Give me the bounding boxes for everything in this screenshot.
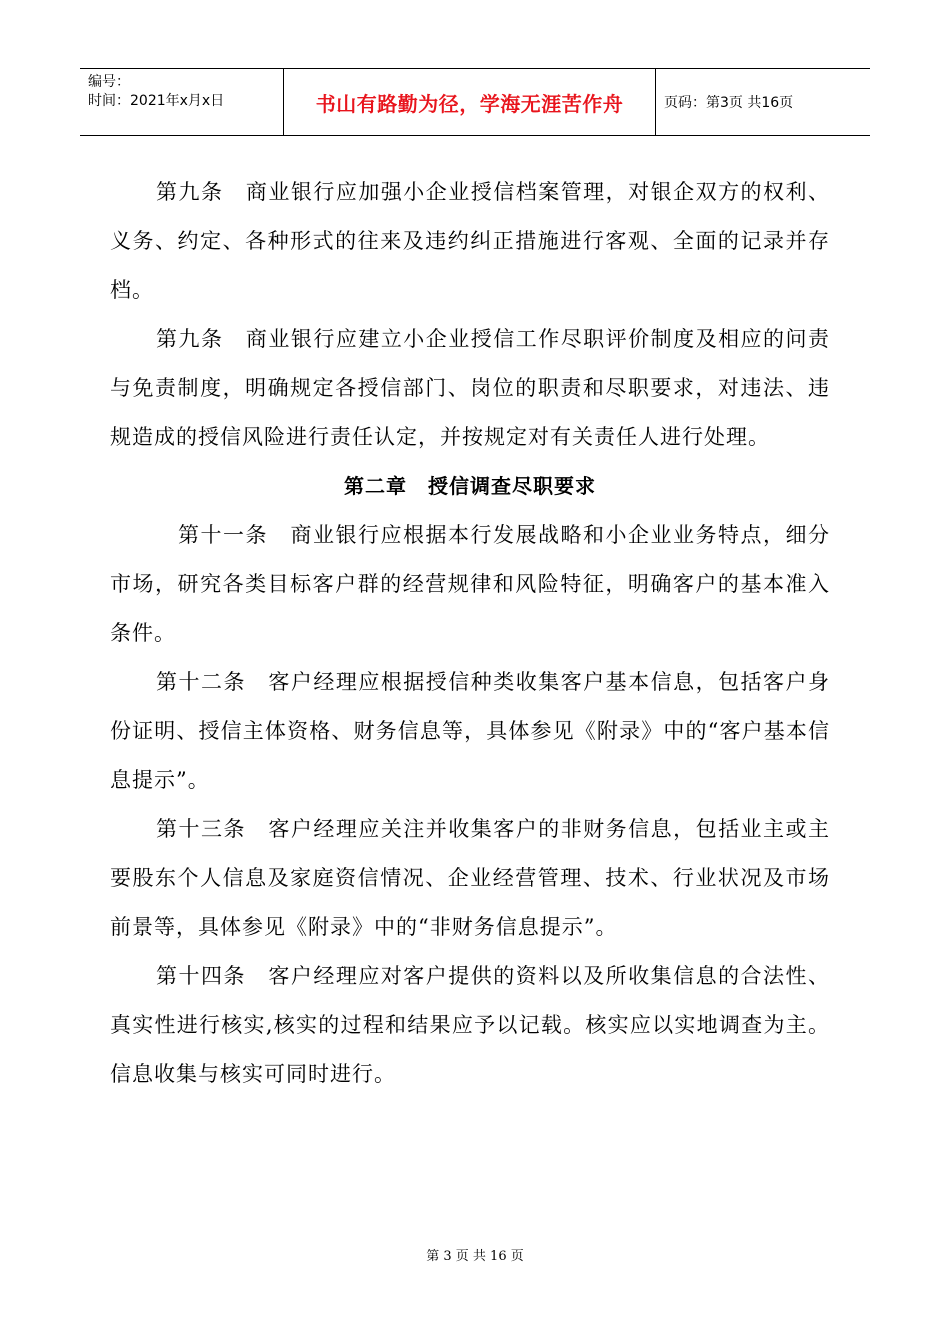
header-number-label: 编号： [88, 74, 130, 90]
article-paragraph: 第十二条 客户经理应根据授信种类收集客户基本信息，包括客户身份证明、授信主体资格、财务信息等，具体参见《附录》中的“客户基本信息提示”。 [110, 670, 830, 792]
header-meta [80, 69, 283, 135]
header-motto: 书山有路勤为径，学海无涯苦作舟 [283, 69, 656, 135]
header-page-info: 页码：第3页 共16页 [664, 95, 794, 111]
header-time-label: 时间：2021年x月x日 [88, 93, 225, 109]
article-paragraph: 第十四条 客户经理应对客户提供的资料以及所收集信息的合法性、真实性进行核实,核实的过程和结果应予以记载。核实应以实地调查为主。信息收集与核实可同时进行。 [110, 964, 830, 1086]
article-paragraph: 第十一条 商业银行应根据本行发展战略和小企业业务特点，细分市场，研究各类目标客户群的经营规律和风险特征，明确客户的基本准入条件。 [110, 523, 830, 645]
page-footer: 第 3 页 共 16 页 [426, 1249, 524, 1264]
document-body [110, 168, 830, 1099]
article-paragraph: 第十三条 客户经理应关注并收集客户的非财务信息，包括业主或主要股东个人信息及家庭资信情况、企业经营管理、技术、行业状况及市场前景等，具体参见《附录》中的“非财务信息提示”。 [110, 817, 830, 939]
page-header [80, 68, 870, 136]
article-paragraph: 第九条 商业银行应加强小企业授信档案管理，对银企双方的权利、义务、约定、各种形式的往来及违约纠正措施进行客观、全面的记录并存档。 [110, 180, 830, 302]
chapter-title: 第二章 授信调查尽职要求 [344, 474, 596, 498]
article-paragraph: 第九条 商业银行应建立小企业授信工作尽职评价制度及相应的问责与免责制度，明确规定各授信部门、岗位的职责和尽职要求，对违法、违规造成的授信风险进行责任认定，并按规定对有关责任人进行处理。 [110, 327, 830, 449]
